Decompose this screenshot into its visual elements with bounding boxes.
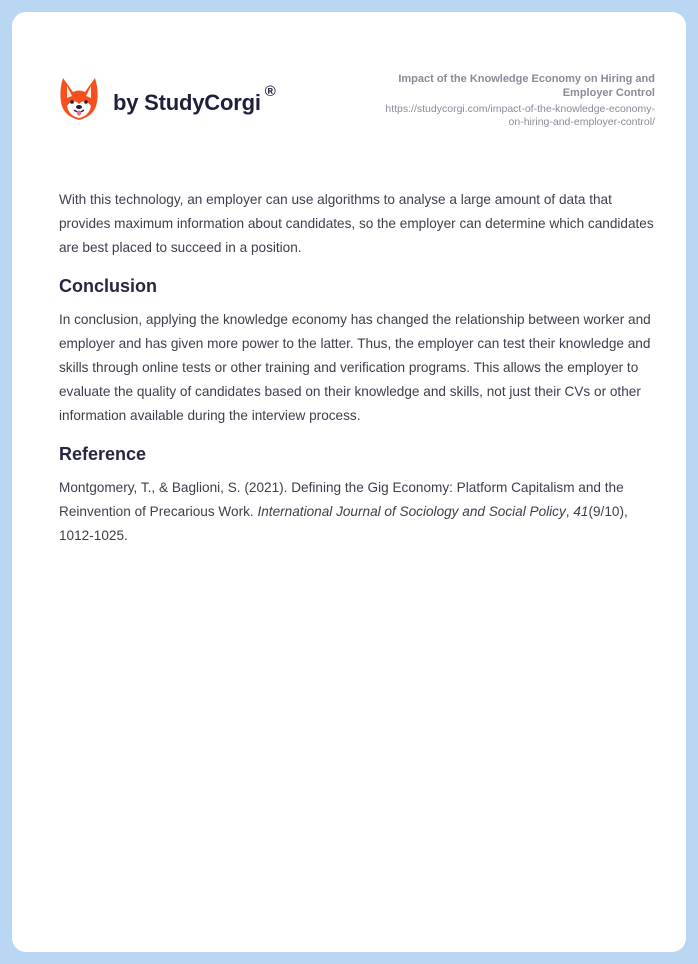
- document-title: [315, 72, 655, 100]
- document-url[interactable]: [315, 103, 655, 129]
- reference-entry: [59, 476, 659, 548]
- document-body: [59, 188, 659, 562]
- document-title-line-2: Employer Control: [562, 87, 655, 99]
- intro-paragraph: With this technology, an employer can use algorithms to analyse a large amount of data that provides maximum information about candidates, so the employer can determine which candidates are best placed to succeed in a position.: [59, 192, 654, 255]
- document-url-line-1[interactable]: https://studycorgi.com/impact-of-the-knowledge-economy-: [385, 103, 655, 115]
- registered-mark: ®: [264, 82, 276, 100]
- reference-volume: 41: [573, 504, 589, 519]
- document-page: [12, 12, 686, 952]
- reference-authors-title: Montgomery, T., & Baglioni, S. (2021). Defining the Gig Economy: Platform Capitalism and the Reinvention of Precarious Work.: [59, 480, 624, 519]
- reference-separator: ,: [565, 504, 574, 519]
- document-meta: [315, 72, 655, 129]
- conclusion-paragraph: In conclusion, applying the knowledge economy has changed the relationship between worker and employer and has given more power to the latter. Thus, the employer can test their knowledge and skills through online tests or other training and verification programs. This allows the employer to evaluate the quality of candidates based on their knowledge and skills, not just their CVs or other information available during the interview process.: [59, 312, 651, 423]
- conclusion-heading: Conclusion: [59, 276, 157, 296]
- logo-wordmark: by StudyCorgi: [113, 90, 261, 115]
- document-title-line-1: Impact of the Knowledge Economy on Hiring and: [398, 73, 655, 85]
- reference-heading: Reference: [59, 444, 147, 464]
- corgi-logo-icon: [59, 76, 99, 122]
- reference-journal: International Journal of Sociology and Social Policy: [257, 504, 566, 519]
- studycorgi-logo[interactable]: [59, 76, 276, 122]
- document-url-line-2[interactable]: on-hiring-and-employer-control/: [508, 116, 655, 128]
- page-header: [59, 72, 655, 152]
- reference-issue-pages: (9/10), 1012-1025.: [59, 504, 628, 543]
